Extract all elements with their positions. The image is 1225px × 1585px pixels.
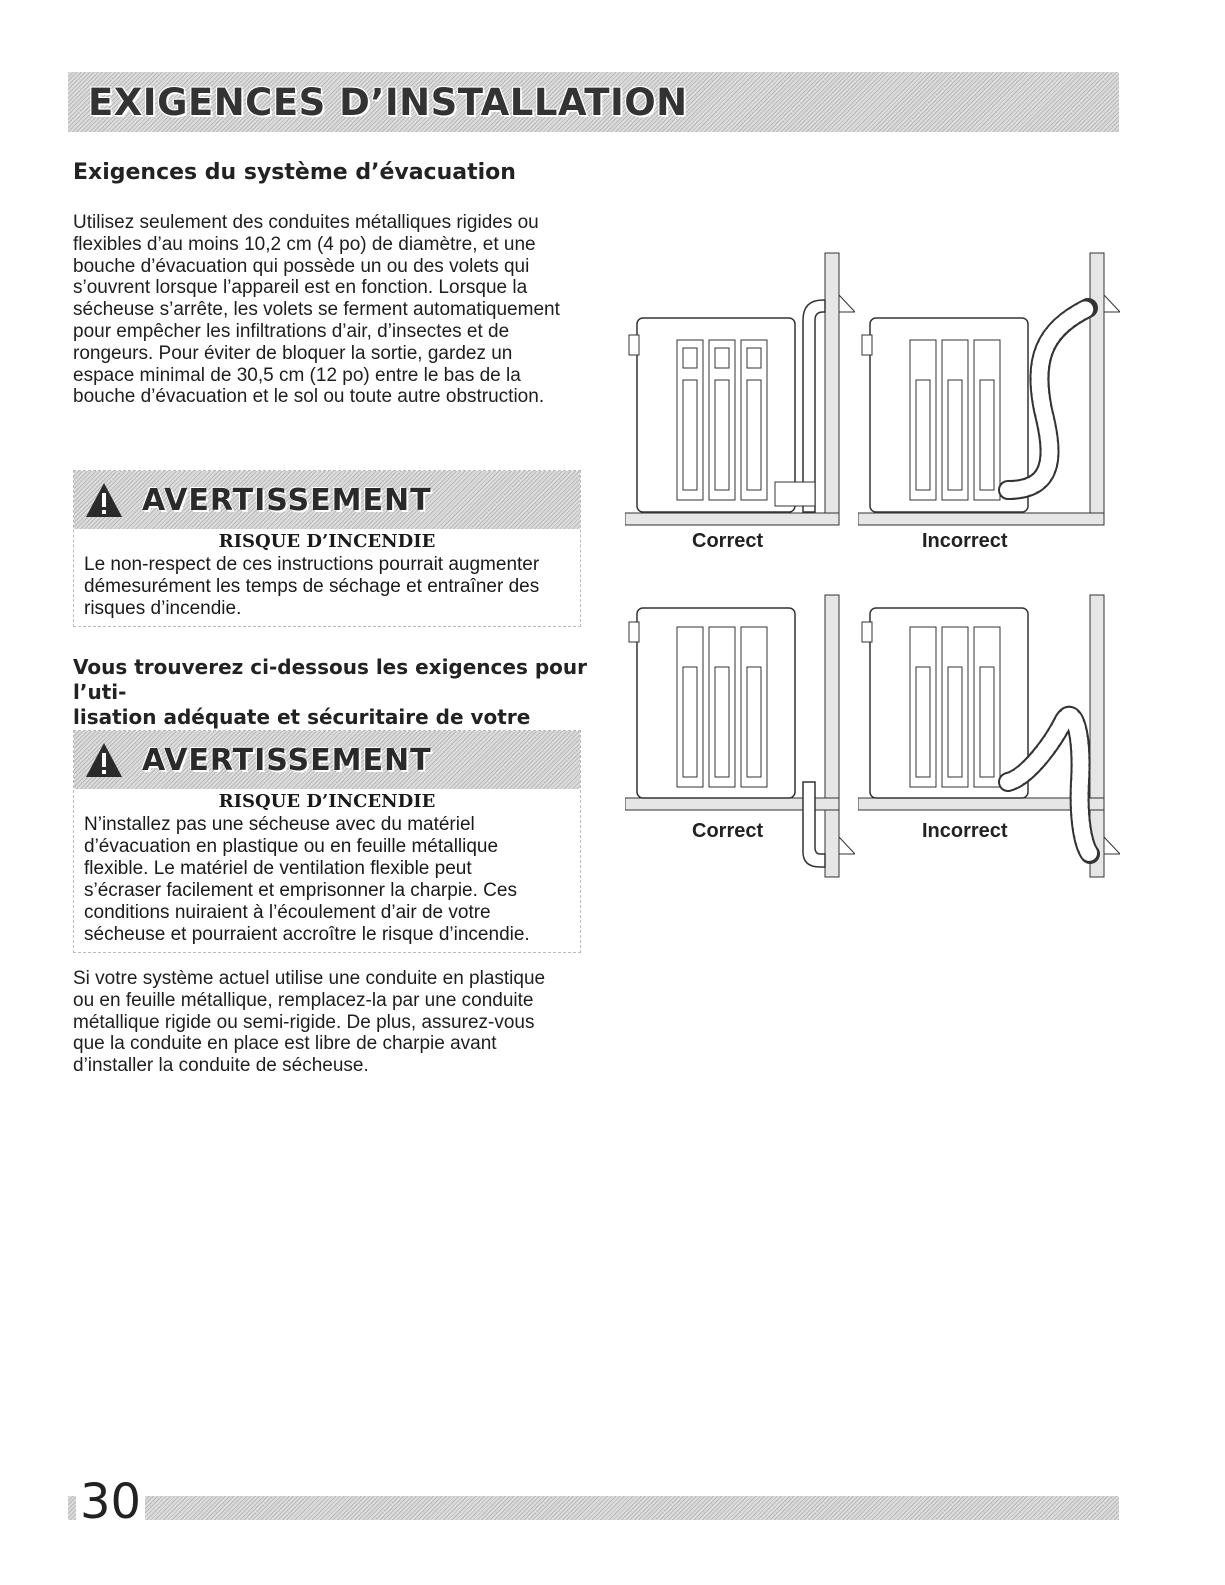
intro-paragraph [73,212,593,408]
text-line: lisation adéquate et sécuritaire de votre [73,705,531,729]
text-line: Si votre système actuel utilise une conduite en plastique [73,968,546,989]
section-heading: Exigences du système d’évacuation [73,160,516,185]
text-line: flexible. Le matériel de ventilation flexible peut [84,858,472,879]
text-line: espace minimal de 30,5 cm (12 po) entre le bas de la [73,364,521,386]
warning-label: AVERTISSEMENT [142,482,432,518]
caption-incorrect-bottom: Incorrect [922,820,1008,842]
text-line: risques d’incendie. [84,598,242,619]
caption-incorrect: Incorrect [922,530,1008,552]
text-line: s’écraser facilement et emprisonner la charpie. Ces [84,880,517,901]
footer-bar [68,1496,1119,1520]
page-title: EXIGENCES D’INSTALLATION [88,80,688,124]
warning-box-1 [73,470,581,627]
text-line: démesurément les temps de séchage et entraîner des [84,576,540,597]
warning-label: AVERTISSEMENT [142,742,432,778]
text-line: N’installez pas une sécheuse avec du matériel [84,814,475,835]
text-line: Vous trouverez ci-dessous les exigences pour l’uti- [73,655,587,704]
text-line: métallique rigide ou semi-rigide. De plus, assurez-vous [73,1011,535,1033]
text-line: que la conduite en place est libre de charpie avant [73,1033,497,1055]
caption-correct-bottom: Correct [692,820,764,842]
text-line: d’installer la conduite de sécheuse. [73,1055,369,1077]
text-line: sécheuse s’arrête, les volets se ferment automatiquement [73,299,560,321]
text-line: d’évacuation en plastique ou en feuille métallique [84,836,499,857]
text-line: bouche d’évacuation qui possède un ou des volets qui [73,255,530,277]
text-line: flexibles d’au moins 10,2 cm (4 po) de diamètre, et une [73,233,536,255]
warning-triangle-icon [84,481,124,519]
diagram-correct-rigid-duct [625,250,855,530]
text-line: rongeurs. Pour éviter de bloquer la sortie, gardez un [73,342,513,364]
text-line: s’ouvrent lorsque l’appareil est en fonction. Lorsque la [73,277,528,299]
text-line: pour empêcher les infiltrations d’air, d’insectes et de [73,320,510,342]
diagram-incorrect-flexible-duct [858,250,1120,530]
text-line: Utilisez seulement des conduites métalliques rigides ou [73,212,539,233]
text-line: ou en feuille métallique, remplacez-la par une conduite [73,989,534,1011]
warning-header [74,471,580,529]
text-line: Le non-respect de ces instructions pourrait augmenter [84,554,540,575]
page-number: 30 [76,1474,145,1530]
warning-triangle-icon [84,741,124,779]
warning-header [74,731,580,789]
closing-paragraph [73,968,593,1077]
warning-box-2 [73,730,581,953]
text-line: sécheuse et pourraient accroître le risque d’incendie. [84,924,530,945]
warning-subtitle: RISQUE D’INCENDIE [218,791,436,812]
caption-correct: Correct [692,530,764,552]
text-line: bouche d’évacuation et le sol ou toute autre obstruction. [73,386,545,408]
page-title-banner [68,72,1119,132]
text-line: conditions nuiraient à l’écoulement d’air de votre [84,902,491,923]
warning-subtitle: RISQUE D’INCENDIE [218,531,436,552]
